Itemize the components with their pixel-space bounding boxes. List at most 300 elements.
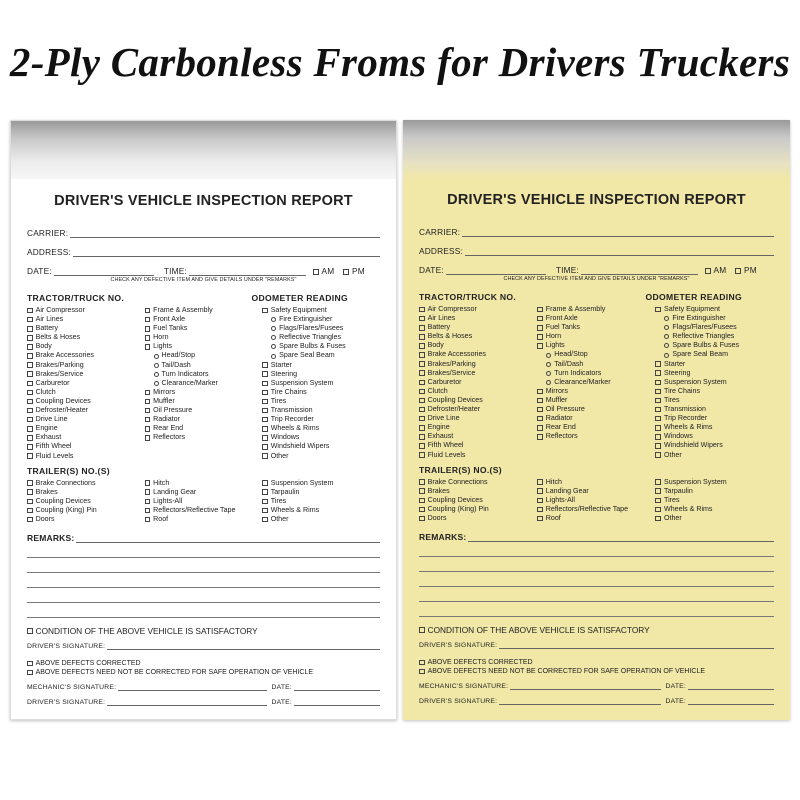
defects-not-needed-checkbox[interactable] — [419, 669, 425, 675]
remarks-field[interactable] — [27, 533, 380, 543]
checklist-item[interactable] — [419, 478, 537, 487]
checkbox[interactable] — [537, 416, 543, 422]
radio-button[interactable] — [154, 354, 159, 359]
checklist-item-label: Coupling Devices — [427, 395, 483, 404]
checkbox[interactable] — [655, 434, 661, 440]
checklist-item[interactable] — [27, 388, 145, 397]
checklist-item[interactable] — [145, 306, 263, 315]
checklist-item[interactable] — [27, 506, 145, 515]
checklist-item[interactable] — [271, 333, 380, 342]
checkbox[interactable] — [262, 508, 268, 514]
checklist-item[interactable] — [655, 378, 773, 387]
radio-button[interactable] — [546, 353, 551, 358]
checkbox[interactable] — [145, 508, 151, 514]
checkbox[interactable] — [419, 361, 425, 367]
checkbox[interactable] — [537, 425, 543, 431]
checkbox[interactable] — [145, 517, 151, 523]
mechanic-date-field[interactable] — [294, 683, 380, 691]
driver-signature-field[interactable] — [499, 697, 661, 705]
checklist-item[interactable] — [154, 351, 263, 360]
remarks-field[interactable] — [419, 532, 774, 542]
checkbox[interactable] — [655, 425, 661, 431]
checklist-item[interactable] — [154, 361, 263, 370]
radio-button[interactable] — [546, 371, 551, 376]
checkbox[interactable] — [419, 334, 425, 340]
checkbox[interactable] — [655, 370, 661, 376]
checkbox[interactable] — [262, 426, 268, 432]
checklist-item[interactable] — [145, 433, 263, 442]
checklist-item[interactable] — [27, 442, 145, 451]
checkbox[interactable] — [262, 480, 268, 486]
checkbox[interactable] — [537, 434, 543, 440]
checklist-item[interactable] — [419, 305, 537, 314]
carrier-field[interactable] — [419, 227, 774, 237]
checklist-item[interactable] — [419, 514, 537, 523]
carrier-field[interactable] — [27, 228, 380, 238]
checkbox[interactable] — [262, 362, 268, 368]
radio-button[interactable] — [664, 334, 669, 339]
checklist-item[interactable] — [419, 323, 537, 332]
time-field[interactable] — [189, 268, 306, 276]
checkbox[interactable] — [27, 499, 33, 505]
checkbox[interactable] — [537, 407, 543, 413]
checklist-item[interactable] — [546, 350, 655, 359]
checkbox[interactable] — [655, 443, 661, 449]
checklist-item[interactable] — [145, 424, 263, 433]
checklist-item[interactable] — [27, 306, 145, 315]
checklist-item[interactable] — [271, 324, 380, 333]
driver-date-field[interactable] — [294, 698, 380, 706]
checklist-item[interactable] — [537, 405, 655, 414]
checkbox[interactable] — [655, 507, 661, 513]
checklist-item[interactable] — [271, 351, 380, 360]
defects-corrected-checkbox[interactable] — [419, 660, 425, 666]
checklist-item[interactable] — [27, 488, 145, 497]
checkbox[interactable] — [27, 362, 33, 368]
checklist-item[interactable] — [262, 433, 380, 442]
checklist-item[interactable] — [655, 451, 773, 460]
checkbox[interactable] — [419, 389, 425, 395]
checklist-item[interactable] — [27, 424, 145, 433]
checkbox[interactable] — [419, 307, 425, 313]
checklist-item[interactable] — [537, 323, 655, 332]
pm-checkbox[interactable] — [343, 269, 349, 275]
checkbox[interactable] — [419, 488, 425, 494]
checklist-item[interactable] — [419, 414, 537, 423]
checklist-item[interactable] — [145, 324, 263, 333]
checkbox[interactable] — [27, 381, 33, 387]
checklist-item[interactable] — [262, 488, 380, 497]
checkbox[interactable] — [27, 426, 33, 432]
checklist-item[interactable] — [27, 406, 145, 415]
checklist-item[interactable] — [419, 505, 537, 514]
checkbox[interactable] — [655, 479, 661, 485]
checkbox[interactable] — [27, 508, 33, 514]
checklist-item[interactable] — [419, 441, 537, 450]
checkbox[interactable] — [27, 480, 33, 486]
checklist-item[interactable] — [537, 487, 655, 496]
checkbox[interactable] — [537, 398, 543, 404]
checkbox[interactable] — [537, 479, 543, 485]
checkbox[interactable] — [262, 390, 268, 396]
checklist-item[interactable] — [419, 314, 537, 323]
time-field[interactable] — [581, 267, 698, 275]
checklist-item[interactable] — [537, 514, 655, 523]
radio-button[interactable] — [271, 326, 276, 331]
checklist-item[interactable] — [655, 514, 773, 523]
checklist-item[interactable] — [655, 387, 773, 396]
checkbox[interactable] — [27, 353, 33, 359]
checklist-item-label: Fire Extinguisher — [672, 314, 726, 323]
checklist-item-label: Tarpaulin — [270, 487, 300, 496]
checklist-item[interactable] — [419, 451, 537, 460]
remarks-line[interactable] — [27, 588, 380, 603]
radio-button[interactable] — [271, 344, 276, 349]
driver-signature-field[interactable] — [419, 641, 774, 649]
checklist-item[interactable] — [419, 405, 537, 414]
checkbox[interactable] — [537, 507, 543, 513]
checklist-item[interactable] — [262, 497, 380, 506]
checklist-item[interactable] — [27, 397, 145, 406]
checklist-item[interactable] — [271, 342, 380, 351]
checklist-item[interactable] — [262, 479, 380, 488]
checklist-item[interactable] — [664, 332, 773, 341]
condition-checkbox[interactable] — [27, 628, 33, 634]
checklist-item[interactable] — [655, 505, 773, 514]
checkbox[interactable] — [655, 380, 661, 386]
checkbox[interactable] — [262, 444, 268, 450]
checklist-item[interactable] — [419, 378, 537, 387]
checkbox[interactable] — [27, 390, 33, 396]
checklist-item[interactable] — [537, 478, 655, 487]
checklist-item[interactable] — [262, 515, 380, 524]
checklist-item[interactable] — [27, 479, 145, 488]
checklist-item[interactable] — [262, 406, 380, 415]
checklist-item[interactable] — [262, 388, 380, 397]
checkbox[interactable] — [145, 317, 151, 323]
remarks-line[interactable] — [27, 558, 380, 573]
checkbox[interactable] — [537, 343, 543, 349]
condition-checkbox[interactable] — [419, 627, 425, 633]
checkbox[interactable] — [419, 325, 425, 331]
checklist-item[interactable] — [419, 396, 537, 405]
checklist-item[interactable] — [664, 341, 773, 350]
checkbox[interactable] — [419, 352, 425, 358]
remarks-line[interactable] — [27, 543, 380, 558]
checklist-item[interactable] — [655, 423, 773, 432]
checkbox[interactable] — [537, 389, 543, 395]
mechanic-signature-field[interactable] — [510, 682, 661, 690]
checklist-item[interactable] — [655, 405, 773, 414]
checkbox[interactable] — [145, 390, 151, 396]
checklist-item[interactable] — [419, 369, 537, 378]
checkbox[interactable] — [537, 516, 543, 522]
checklist-item[interactable] — [262, 506, 380, 515]
checklist-item[interactable] — [419, 423, 537, 432]
checkbox[interactable] — [262, 417, 268, 423]
checklist-item[interactable] — [27, 515, 145, 524]
checkbox[interactable] — [145, 435, 151, 441]
checklist-item[interactable] — [546, 378, 655, 387]
checkbox[interactable] — [27, 371, 33, 377]
am-checkbox[interactable] — [313, 269, 319, 275]
checklist-item[interactable] — [145, 515, 263, 524]
checklist-item[interactable] — [537, 496, 655, 505]
checkbox[interactable] — [419, 370, 425, 376]
checklist-item[interactable] — [262, 370, 380, 379]
remarks-line[interactable] — [419, 557, 774, 572]
checklist-item[interactable] — [27, 415, 145, 424]
checklist-item[interactable] — [27, 361, 145, 370]
checkbox[interactable] — [27, 453, 33, 459]
checkbox[interactable] — [537, 307, 543, 313]
checkbox[interactable] — [262, 381, 268, 387]
date-field[interactable] — [54, 268, 154, 276]
checkbox[interactable] — [262, 408, 268, 414]
checklist-item[interactable] — [546, 369, 655, 378]
checkbox[interactable] — [145, 489, 151, 495]
checklist-item[interactable] — [419, 387, 537, 396]
checkbox[interactable] — [419, 452, 425, 458]
checklist-item[interactable] — [546, 360, 655, 369]
checkbox[interactable] — [419, 416, 425, 422]
checklist-item[interactable] — [262, 306, 380, 315]
checklist-item[interactable] — [419, 350, 537, 359]
radio-button[interactable] — [154, 363, 159, 368]
checkbox[interactable] — [145, 417, 151, 423]
radio-button[interactable] — [271, 354, 276, 359]
checklist-item[interactable] — [262, 424, 380, 433]
checkbox[interactable] — [537, 334, 543, 340]
checkbox[interactable] — [655, 407, 661, 413]
checklist-item[interactable] — [145, 315, 263, 324]
checkbox[interactable] — [27, 326, 33, 332]
remarks-line[interactable] — [419, 587, 774, 602]
checkbox[interactable] — [419, 343, 425, 349]
checklist-item[interactable] — [655, 487, 773, 496]
checklist-item[interactable] — [145, 397, 263, 406]
checklist-item[interactable] — [27, 315, 145, 324]
checklist-item[interactable] — [419, 360, 537, 369]
checkbox[interactable] — [145, 399, 151, 405]
checklist-item[interactable] — [655, 441, 773, 450]
checkbox[interactable] — [419, 434, 425, 440]
checklist-item[interactable] — [664, 350, 773, 359]
checklist-item[interactable] — [145, 479, 263, 488]
checkbox[interactable] — [262, 371, 268, 377]
white-copy-pad — [10, 120, 397, 720]
checkbox[interactable] — [27, 399, 33, 405]
checkbox[interactable] — [537, 316, 543, 322]
checklist-item[interactable] — [537, 423, 655, 432]
checkbox[interactable] — [145, 326, 151, 332]
checklist-item[interactable] — [537, 414, 655, 423]
checklist-item[interactable] — [537, 432, 655, 441]
checklist-item[interactable] — [537, 314, 655, 323]
checkbox[interactable] — [655, 416, 661, 422]
checkbox[interactable] — [419, 407, 425, 413]
am-checkbox[interactable] — [705, 268, 711, 274]
checkbox[interactable] — [655, 361, 661, 367]
checkbox[interactable] — [27, 444, 33, 450]
checklist-item[interactable] — [537, 305, 655, 314]
radio-button[interactable] — [546, 380, 551, 385]
checklist-item[interactable] — [154, 379, 263, 388]
checklist-item[interactable] — [655, 305, 773, 314]
mechanic-signature-field[interactable] — [118, 683, 267, 691]
radio-button[interactable] — [664, 325, 669, 330]
checkbox[interactable] — [145, 426, 151, 432]
driver-date-field[interactable] — [688, 697, 774, 705]
checklist-item[interactable] — [419, 487, 537, 496]
checkbox[interactable] — [419, 425, 425, 431]
checkbox[interactable] — [27, 408, 33, 414]
checklist-item[interactable] — [262, 397, 380, 406]
checkbox[interactable] — [419, 516, 425, 522]
radio-button[interactable] — [271, 335, 276, 340]
driver-signature-field[interactable] — [107, 698, 267, 706]
checkbox[interactable] — [262, 489, 268, 495]
checkbox[interactable] — [537, 498, 543, 504]
checkbox[interactable] — [419, 316, 425, 322]
defects-corrected-checkbox[interactable] — [27, 661, 33, 667]
remarks-line[interactable] — [419, 572, 774, 587]
checklist-item[interactable] — [27, 452, 145, 461]
checklist-item[interactable] — [537, 505, 655, 514]
checkbox[interactable] — [262, 435, 268, 441]
checkbox[interactable] — [419, 479, 425, 485]
checklist-item[interactable] — [537, 387, 655, 396]
checkbox[interactable] — [419, 507, 425, 513]
checklist-item[interactable] — [655, 360, 773, 369]
checklist-item[interactable] — [27, 342, 145, 351]
checkbox[interactable] — [655, 498, 661, 504]
checklist-item[interactable] — [419, 332, 537, 341]
checklist-item[interactable] — [154, 370, 263, 379]
checkbox[interactable] — [537, 488, 543, 494]
checklist-item[interactable] — [262, 379, 380, 388]
remarks-line[interactable] — [27, 573, 380, 588]
checklist-item[interactable] — [655, 414, 773, 423]
checklist-item[interactable] — [145, 506, 263, 515]
checkbox[interactable] — [27, 344, 33, 350]
checkbox[interactable] — [262, 399, 268, 405]
checklist-item[interactable] — [27, 333, 145, 342]
checklist-item[interactable] — [655, 369, 773, 378]
checkbox[interactable] — [27, 308, 33, 314]
checklist-item[interactable] — [419, 432, 537, 441]
checkbox[interactable] — [655, 389, 661, 395]
remarks-line[interactable] — [419, 542, 774, 557]
remarks-line[interactable] — [27, 603, 380, 618]
checklist-item[interactable] — [664, 314, 773, 323]
radio-button[interactable] — [664, 316, 669, 321]
checkbox[interactable] — [419, 443, 425, 449]
driver-signature-field[interactable] — [27, 642, 380, 650]
checklist-item[interactable] — [655, 396, 773, 405]
radio-button[interactable] — [664, 353, 669, 358]
checklist-item[interactable] — [655, 432, 773, 441]
checklist-item[interactable] — [145, 415, 263, 424]
checklist-item[interactable] — [537, 396, 655, 405]
checklist-item[interactable] — [27, 370, 145, 379]
checkbox[interactable] — [419, 398, 425, 404]
checklist-item[interactable] — [145, 388, 263, 397]
radio-button[interactable] — [271, 317, 276, 322]
checklist-item[interactable] — [262, 361, 380, 370]
mechanic-date-field[interactable] — [688, 682, 774, 690]
checklist-item[interactable] — [262, 452, 380, 461]
date-field[interactable] — [446, 267, 546, 275]
checkbox[interactable] — [27, 417, 33, 423]
checklist-item[interactable] — [27, 351, 145, 360]
checklist-item[interactable] — [419, 496, 537, 505]
checkbox[interactable] — [145, 408, 151, 414]
checkbox[interactable] — [145, 499, 151, 505]
defects-not-needed-checkbox[interactable] — [27, 670, 33, 676]
checklist-item[interactable] — [262, 442, 380, 451]
checkbox[interactable] — [145, 335, 151, 341]
radio-button[interactable] — [154, 372, 159, 377]
checkbox[interactable] — [655, 307, 661, 313]
checklist-item[interactable] — [271, 315, 380, 324]
address-field[interactable] — [419, 246, 774, 256]
checklist-item[interactable] — [27, 433, 145, 442]
radio-button[interactable] — [664, 343, 669, 348]
checklist-item[interactable] — [419, 341, 537, 350]
checklist-item[interactable] — [655, 478, 773, 487]
radio-button[interactable] — [546, 362, 551, 367]
checklist-item[interactable] — [145, 342, 263, 351]
checklist-item[interactable] — [27, 324, 145, 333]
checklist-item[interactable] — [27, 497, 145, 506]
checklist-item[interactable] — [27, 379, 145, 388]
checkbox[interactable] — [655, 452, 661, 458]
checkbox[interactable] — [27, 317, 33, 323]
checklist-item[interactable] — [664, 323, 773, 332]
checkbox[interactable] — [419, 380, 425, 386]
checkbox[interactable] — [655, 398, 661, 404]
checkbox[interactable] — [27, 489, 33, 495]
checkbox[interactable] — [419, 498, 425, 504]
checkbox[interactable] — [655, 516, 661, 522]
checkbox[interactable] — [145, 480, 151, 486]
checklist-item[interactable] — [262, 415, 380, 424]
checklist-item[interactable] — [145, 497, 263, 506]
checklist-item[interactable] — [145, 406, 263, 415]
checkbox[interactable] — [262, 499, 268, 505]
checkbox[interactable] — [145, 308, 151, 314]
checklist-item[interactable] — [655, 496, 773, 505]
checklist-item[interactable] — [537, 341, 655, 350]
checkbox[interactable] — [537, 325, 543, 331]
checkbox[interactable] — [27, 335, 33, 341]
address-field[interactable] — [27, 247, 380, 257]
checkbox[interactable] — [27, 517, 33, 523]
checkbox[interactable] — [262, 517, 268, 523]
checkbox[interactable] — [262, 453, 268, 459]
checklist-item[interactable] — [145, 488, 263, 497]
checklist-item[interactable] — [537, 332, 655, 341]
checkbox[interactable] — [145, 344, 151, 350]
checkbox[interactable] — [27, 435, 33, 441]
remarks-line[interactable] — [419, 602, 774, 617]
radio-button[interactable] — [154, 381, 159, 386]
checkbox[interactable] — [262, 308, 268, 314]
checklist-item[interactable] — [145, 333, 263, 342]
checkbox[interactable] — [655, 488, 661, 494]
pm-checkbox[interactable] — [735, 268, 741, 274]
